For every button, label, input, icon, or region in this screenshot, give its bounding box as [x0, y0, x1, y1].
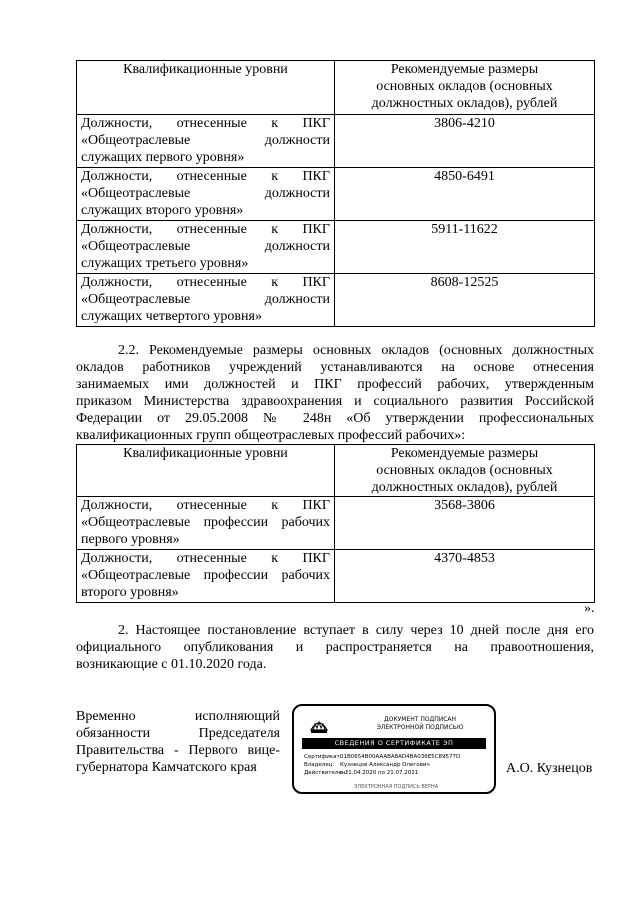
row-value: 3568-3806 — [335, 497, 595, 550]
header-recommended-salaries: Рекомендуемые размеры основных окладов (основных должностных окладов), рублей — [335, 61, 595, 115]
table-row — [77, 497, 595, 550]
e-signature-stamp — [292, 704, 496, 794]
stamp-certificate-bar: СВЕДЕНИЯ О СЕРТИФИКАТЕ ЭП — [302, 738, 486, 749]
row-value: 8608-12525 — [335, 274, 595, 327]
row-value: 5911-11622 — [335, 221, 595, 274]
signatory-name: А.О. Кузнецов — [506, 761, 593, 776]
row-label: Должности, отнесенные к ПКГ «Общеотраслевые должности служащих четвертого уровня» — [77, 274, 335, 327]
coat-of-arms-icon — [308, 714, 330, 736]
table-row — [77, 550, 595, 603]
stamp-footer: ЭЛЕКТРОННАЯ ПОДПИСЬ ВЕРНА — [353, 784, 439, 790]
row-label: Должности, отнесенные к ПКГ «Общеотраслевые должности служащих второго уровня» — [77, 168, 335, 221]
header-recommended-salaries: Рекомендуемые размеры основных окладов (основных должностных окладов), рублей — [335, 445, 595, 497]
row-label: Должности, отнесенные к ПКГ «Общеотраслевые должности служащих третьего уровня» — [77, 221, 335, 274]
table-header-row — [77, 445, 595, 497]
closing-quote: ». — [584, 601, 595, 616]
paragraph-2: 2. Настоящее постановление вступает в силу через 10 дней после дня его официального опубликования и распространяется на правоотношения, возникающие с 01.10.2020 года. — [76, 623, 594, 672]
header-qualification-levels: Квалификационные уровни — [77, 61, 335, 115]
table-row — [77, 115, 595, 168]
paragraph-2-2: 2.2. Рекомендуемые размеры основных окладов (основных должностных окладов работников учреждений устанавливаются на основе отнесения занимаемых ими должностей и ПКГ профессий рабочих, утвержденным приказом Министерства здравоохранения и социального развития Российской Федерации от 29.05.2008 № 248н «Об утверждении профессиональных квалификационных групп общеотраслевых профессий рабочих»: — [76, 343, 594, 443]
row-value: 4850-6491 — [335, 168, 595, 221]
salary-table-workers — [76, 444, 595, 603]
row-label: Должности, отнесенные к ПКГ «Общеотраслевые профессии рабочих первого уровня» — [77, 497, 335, 550]
salary-table-employees — [76, 60, 595, 327]
header-qualification-levels: Квалификационные уровни — [77, 445, 335, 497]
table-header-row — [77, 61, 595, 115]
row-value: 3806-4210 — [335, 115, 595, 168]
table-row — [77, 274, 595, 327]
stamp-certificate-row: Сертификат:01B0654B00AAABA8AD4BA036E5C89577D — [304, 754, 461, 760]
table-row — [77, 221, 595, 274]
table-row — [77, 168, 595, 221]
stamp-validity-row: Действителен:с 21.04.2020 по 21.07.2021 — [304, 770, 419, 776]
row-label: Должности, отнесенные к ПКГ «Общеотраслевые профессии рабочих второго уровня» — [77, 550, 335, 603]
row-value: 4370-4853 — [335, 550, 595, 603]
stamp-header: ДОКУМЕНТ ПОДПИСАН ЭЛЕКТРОННОЙ ПОДПИСЬЮ — [376, 716, 464, 731]
stamp-owner-row: Владелец: Кузнецов Александр Олегович — [304, 762, 430, 768]
row-label: Должности, отнесенные к ПКГ «Общеотраслевые должности служащих первого уровня» — [77, 115, 335, 168]
signatory-title: Временно исполняющий обязанности Председателя Правительства - Первого вице- губернатора Камчатского края — [76, 709, 280, 775]
